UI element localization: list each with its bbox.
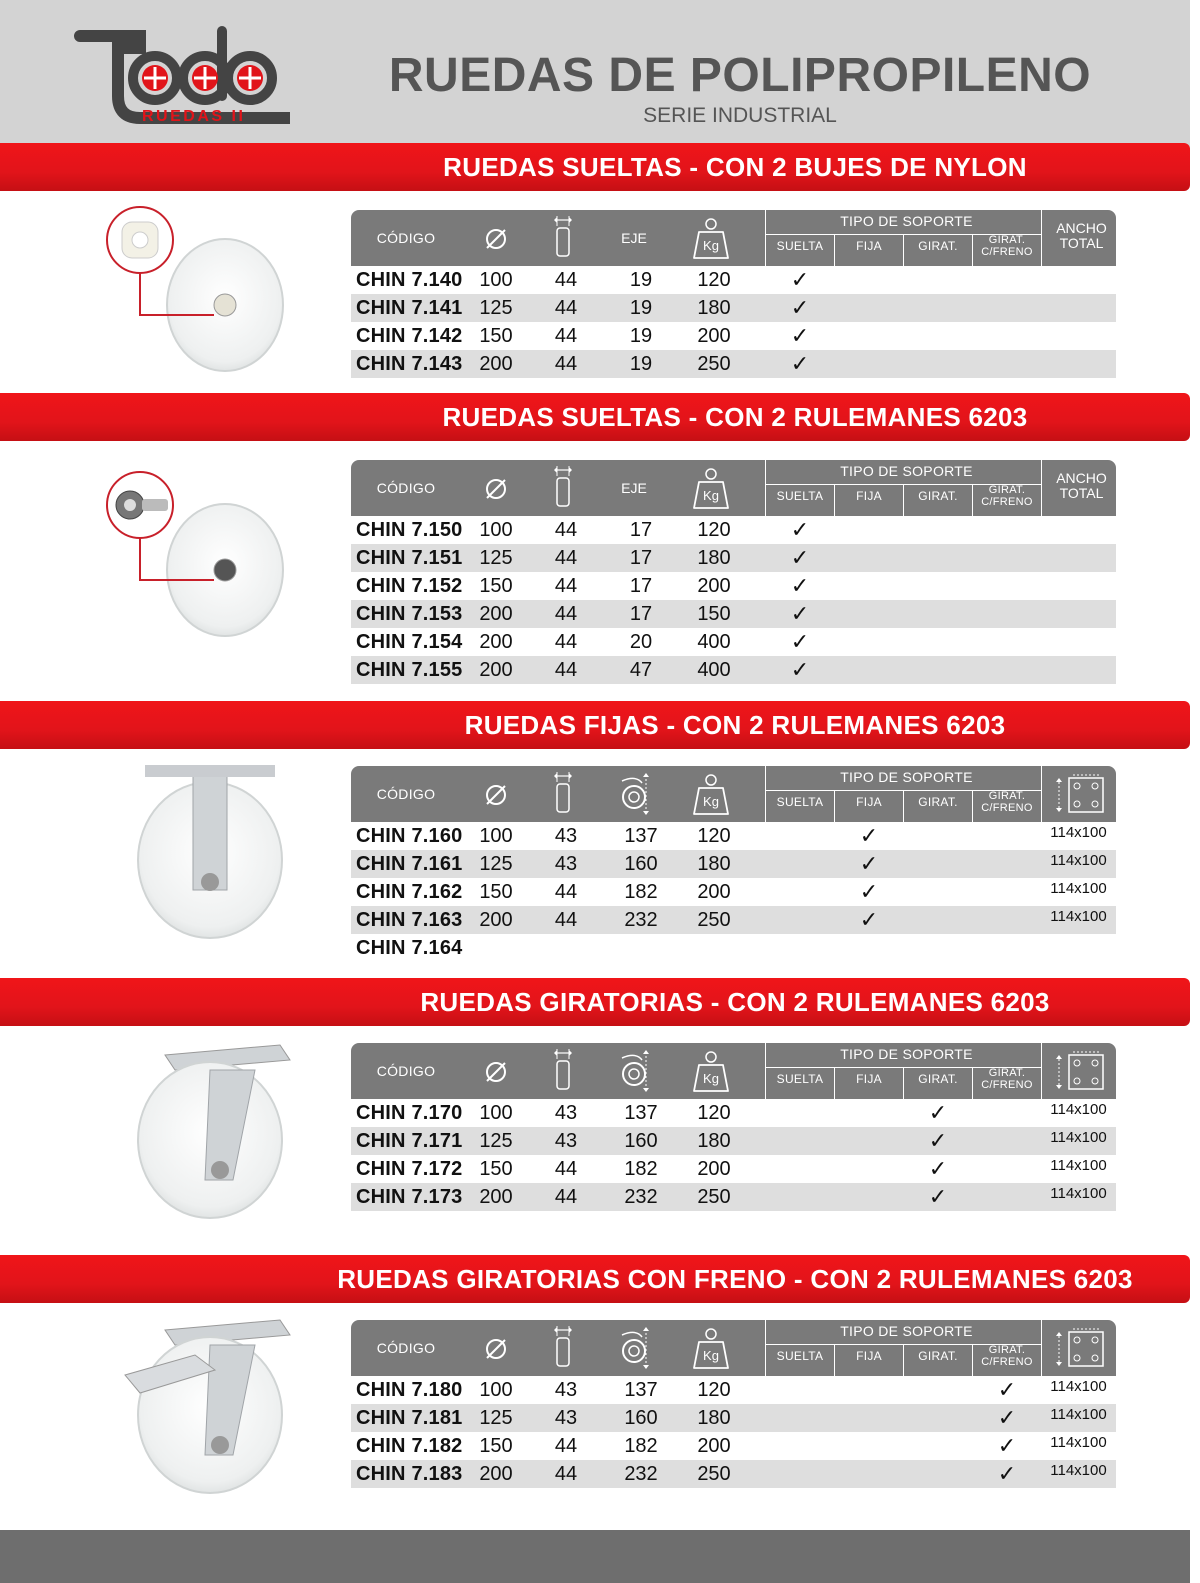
row-width: 44 [554,603,578,625]
row-load: 180 [697,1407,731,1429]
row-code: CHIN 7.162 [356,881,463,903]
loose-wheel-with-nylon-bushing-photo [100,200,300,385]
row-height: 137 [624,1379,658,1401]
row-code: CHIN 7.152 [356,575,463,597]
check-mark: ✓ [928,1100,948,1125]
check-mark: ✓ [928,1156,948,1181]
row-diameter: 150 [479,1435,513,1457]
row-width: 44 [554,547,578,569]
row-load: 250 [697,353,731,375]
spec-table [351,1043,1116,1211]
row-width: 43 [554,853,578,875]
spec-table [351,460,1116,684]
row-plate-size: 114x100 [1050,880,1107,897]
row-diameter: 150 [479,1158,513,1180]
row-load: 120 [697,1102,731,1124]
check-mark: ✓ [928,1184,948,1209]
row-plate-size: 114x100 [1050,1378,1107,1395]
check-mark: ✓ [859,907,879,932]
row-code: CHIN 7.182 [356,1435,463,1457]
column-support-type: TIPO DE SOPORTE [840,1046,973,1062]
check-mark: ✓ [790,295,810,320]
plate-icon [1051,1326,1107,1375]
section-banner [0,143,1190,191]
column-total-width-line1: ANCHO [1056,470,1107,486]
row-diameter: 125 [479,297,513,319]
column-swivel: GIRAT. [918,1072,958,1086]
table-header [351,1043,1116,1099]
table-row [351,544,1116,572]
row-diameter: 100 [479,825,513,847]
row-code: CHIN 7.181 [356,1407,463,1429]
table-row [351,572,1116,600]
check-mark: ✓ [859,879,879,904]
row-load: 400 [697,631,731,653]
row-axle: 17 [629,547,653,569]
footer-band [0,1530,1190,1583]
column-fixed: FIJA [856,489,882,503]
table-row [351,516,1116,544]
fixed-caster-photo [115,760,315,955]
row-load: 200 [697,1158,731,1180]
divider [765,1043,766,1099]
row-width: 44 [554,519,578,541]
column-swivel-brake [973,484,1041,508]
diameter-icon [483,1059,509,1090]
check-mark: ✓ [790,517,810,542]
height-icon [616,771,656,822]
table-row [351,628,1116,656]
row-code: CHIN 7.160 [356,825,463,847]
row-width: 44 [554,353,578,375]
row-plate-size: 114x100 [1050,852,1107,869]
column-loose: SUELTA [776,489,824,503]
column-code: CÓDIGO [376,1340,436,1356]
row-axle: 19 [629,353,653,375]
table-row [351,322,1116,350]
table-row [351,600,1116,628]
row-load: 180 [697,297,731,319]
row-diameter: 150 [479,575,513,597]
table-row [351,294,1116,322]
row-axle: 19 [629,297,653,319]
column-total-width-line2: TOTAL [1059,235,1104,251]
column-code: CÓDIGO [376,1063,436,1079]
table-header [351,460,1116,516]
column-loose: SUELTA [776,1072,824,1086]
row-width: 44 [554,575,578,597]
row-code: CHIN 7.151 [356,547,463,569]
column-swivel-brake-line1: GIRAT. [988,1067,1026,1079]
table-row [351,1099,1116,1127]
row-axle: 17 [629,603,653,625]
column-swivel: GIRAT. [918,795,958,809]
check-mark: ✓ [997,1461,1017,1486]
row-diameter: 200 [479,909,513,931]
row-diameter: 200 [479,659,513,681]
row-load: 180 [697,547,731,569]
column-total-width-line2: TOTAL [1059,485,1104,501]
diameter-icon [483,1336,509,1367]
row-plate-size: 114x100 [1050,824,1107,841]
column-swivel-brake-line2: C/FRENO [981,496,1033,508]
weight-icon [691,466,731,515]
table-row [351,1432,1116,1460]
check-mark: ✓ [928,1128,948,1153]
table-header [351,210,1116,266]
table-row [351,1460,1116,1488]
row-width: 44 [554,881,578,903]
check-mark: ✓ [790,267,810,292]
spec-table [351,210,1116,378]
column-swivel-brake-line1: GIRAT. [988,1344,1026,1356]
row-width: 43 [554,1379,578,1401]
section-title: RUEDAS GIRATORIAS CON FRENO - CON 2 RULEMANES 6203 [337,1264,1133,1294]
weight-icon-label: Kg [703,794,719,809]
column-code: CÓDIGO [376,786,436,802]
row-code: CHIN 7.183 [356,1463,463,1485]
column-swivel-brake-line2: C/FRENO [981,1079,1033,1091]
row-load [684,934,744,962]
column-fixed: FIJA [856,239,882,253]
width-icon [551,1047,575,1096]
row-plate-size: 114x100 [1050,908,1107,925]
column-swivel: GIRAT. [918,1349,958,1363]
row-plate-size: 114x100 [1050,1434,1107,1451]
section-banner [0,1255,1190,1303]
table-row [351,878,1116,906]
spec-table [351,766,1116,962]
table-row [351,350,1116,378]
row-width: 43 [554,825,578,847]
row-width: 44 [554,659,578,681]
column-swivel-brake [973,234,1041,258]
loose-wheel-with-ball-bearing-photo [100,465,300,650]
row-width [536,934,596,962]
row-width: 43 [554,1130,578,1152]
width-icon [551,464,575,513]
row-load: 180 [697,1130,731,1152]
row-diameter: 150 [479,881,513,903]
table-header [351,1320,1116,1376]
column-swivel-brake [973,1067,1041,1091]
check-mark: ✓ [790,545,810,570]
check-mark: ✓ [790,657,810,682]
section-title: RUEDAS GIRATORIAS - CON 2 RULEMANES 6203 [420,987,1050,1017]
column-swivel: GIRAT. [918,489,958,503]
row-diameter: 200 [479,1463,513,1485]
weight-icon [691,1049,731,1098]
weight-icon-label: Kg [703,488,719,503]
column-swivel-brake-line1: GIRAT. [988,790,1026,802]
column-axle: EJE [621,230,647,246]
row-axle: 20 [629,631,653,653]
column-swivel: GIRAT. [918,239,958,253]
check-mark: ✓ [997,1405,1017,1430]
column-swivel-brake-line2: C/FRENO [981,1356,1033,1368]
row-load: 200 [697,575,731,597]
plate-icon [1051,1049,1107,1098]
row-load: 200 [697,325,731,347]
column-support-type: TIPO DE SOPORTE [840,463,973,479]
weight-icon-label: Kg [703,1071,719,1086]
check-mark: ✓ [997,1433,1017,1458]
row-load: 400 [697,659,731,681]
row-code: CHIN 7.142 [356,325,463,347]
row-height: 232 [624,909,658,931]
row-code: CHIN 7.141 [356,297,463,319]
row-load: 120 [697,519,731,541]
weight-icon-label: Kg [703,238,719,253]
column-swivel-brake-line1: GIRAT. [988,234,1026,246]
row-load: 250 [697,1186,731,1208]
check-mark: ✓ [790,629,810,654]
row-diameter: 100 [479,519,513,541]
row-load: 120 [697,1379,731,1401]
row-diameter: 125 [479,1130,513,1152]
column-swivel-brake [973,790,1041,814]
column-fixed: FIJA [856,1349,882,1363]
divider [765,460,766,516]
row-axle: 17 [629,575,653,597]
row-code: CHIN 7.180 [356,1379,463,1401]
row-axle: 19 [629,325,653,347]
row-plate-size: 114x100 [1050,1462,1107,1479]
row-diameter: 125 [479,547,513,569]
column-code: CÓDIGO [376,480,436,496]
row-diameter: 100 [479,269,513,291]
row-width: 43 [554,1102,578,1124]
weight-icon [691,1326,731,1375]
row-diameter: 200 [479,631,513,653]
row-code: CHIN 7.154 [356,631,463,653]
row-diameter: 200 [479,603,513,625]
section-title: RUEDAS SUELTAS - CON 2 BUJES DE NYLON [443,152,1027,182]
column-swivel-brake-line1: GIRAT. [988,484,1026,496]
check-mark: ✓ [790,573,810,598]
row-load: 120 [697,269,731,291]
table-row [351,1183,1116,1211]
row-diameter: 200 [479,353,513,375]
row-diameter: 150 [479,325,513,347]
section-title: RUEDAS FIJAS - CON 2 RULEMANES 6203 [464,710,1006,740]
row-axle: 19 [629,269,653,291]
table-row [351,1404,1116,1432]
weight-icon [691,216,731,265]
column-total-width [1047,471,1116,501]
table-header [351,766,1116,822]
row-code: CHIN 7.172 [356,1158,463,1180]
row-height: 160 [624,1407,658,1429]
column-support-type: TIPO DE SOPORTE [840,769,973,785]
row-code: CHIN 7.171 [356,1130,463,1152]
width-icon [551,1324,575,1373]
table-row [351,906,1116,934]
column-swivel-brake-line2: C/FRENO [981,246,1033,258]
row-width: 44 [554,297,578,319]
column-total-width [1047,221,1116,251]
height-icon [616,1048,656,1099]
row-plate-size: 114x100 [1050,1406,1107,1423]
row-code: CHIN 7.140 [356,269,463,291]
column-support-type: TIPO DE SOPORTE [840,213,973,229]
row-axle: 17 [629,519,653,541]
row-diameter: 100 [479,1102,513,1124]
column-swivel-brake-line2: C/FRENO [981,802,1033,814]
row-diameter: 200 [479,1186,513,1208]
row-width: 44 [554,1435,578,1457]
width-icon [551,214,575,263]
row-code: CHIN 7.153 [356,603,463,625]
row-height: 160 [624,1130,658,1152]
table-row [351,1127,1116,1155]
plate-icon [1051,772,1107,821]
row-code: CHIN 7.163 [356,909,463,931]
height-icon [616,1325,656,1376]
row-width: 43 [554,1407,578,1429]
row-code: CHIN 7.170 [356,1102,463,1124]
row-code: CHIN 7.173 [356,1186,463,1208]
swivel-caster-with-brake-photo [115,1315,315,1510]
row-width: 44 [554,1158,578,1180]
table-row [351,850,1116,878]
row-width: 44 [554,325,578,347]
table-row [351,822,1116,850]
check-mark: ✓ [790,601,810,626]
row-load: 120 [697,825,731,847]
column-fixed: FIJA [856,1072,882,1086]
check-mark: ✓ [997,1377,1017,1402]
diameter-icon [483,476,509,507]
check-mark: ✓ [790,351,810,376]
row-diameter: 125 [479,1407,513,1429]
section-banner [0,701,1190,749]
row-width: 44 [554,1463,578,1485]
row-width: 44 [554,269,578,291]
check-mark: ✓ [859,851,879,876]
column-loose: SUELTA [776,795,824,809]
row-load: 150 [697,603,731,625]
divider [765,766,766,822]
row-diameter: 125 [479,853,513,875]
column-total-width-line1: ANCHO [1056,220,1107,236]
row-plate-size: 114x100 [1050,1129,1107,1146]
divider [765,1320,766,1376]
row-height: 137 [624,825,658,847]
row-width: 44 [554,1186,578,1208]
row-height: 232 [624,1463,658,1485]
diameter-icon [483,226,509,257]
row-height: 182 [624,1435,658,1457]
width-icon [551,770,575,819]
row-height: 137 [624,1102,658,1124]
row-load: 250 [697,1463,731,1485]
page-subtitle: SERIE INDUSTRIAL [643,104,837,127]
table-row [351,1376,1116,1404]
row-code: CHIN 7.155 [356,659,463,681]
column-axle: EJE [621,480,647,496]
row-code: CHIN 7.150 [356,519,463,541]
row-code: CHIN 7.161 [356,853,463,875]
row-height: 182 [624,881,658,903]
divider [765,210,766,266]
check-mark: ✓ [859,823,879,848]
row-plate-size: 114x100 [1050,1157,1107,1174]
page-title: RUEDAS DE POLIPROPILENO [388,49,1092,102]
row-code: CHIN 7.164 [356,937,463,959]
row-load: 250 [697,909,731,931]
spec-table [351,1320,1116,1488]
logo-subtext: RUEDAS II [142,108,246,125]
row-width: 44 [554,909,578,931]
check-mark: ✓ [790,323,810,348]
row-diameter [466,934,526,962]
table-row [351,934,1116,962]
column-code: CÓDIGO [376,230,436,246]
table-row [351,656,1116,684]
row-axle: 47 [629,659,653,681]
row-load: 200 [697,1435,731,1457]
row-height [606,934,676,962]
section-title: RUEDAS SUELTAS - CON 2 RULEMANES 6203 [442,402,1028,432]
swivel-caster-photo [115,1040,315,1235]
column-support-type: TIPO DE SOPORTE [840,1323,973,1339]
diameter-icon [483,782,509,813]
row-width: 44 [554,631,578,653]
table-row [351,1155,1116,1183]
row-height: 160 [624,853,658,875]
section-banner [0,978,1190,1026]
row-plate-size: 114x100 [1050,1185,1107,1202]
column-swivel-brake [973,1344,1041,1368]
row-code: CHIN 7.143 [356,353,463,375]
column-loose: SUELTA [776,239,824,253]
row-load: 200 [697,881,731,903]
row-height: 232 [624,1186,658,1208]
column-loose: SUELTA [776,1349,824,1363]
weight-icon-label: Kg [703,1348,719,1363]
section-banner [0,393,1190,441]
row-diameter: 100 [479,1379,513,1401]
row-load: 180 [697,853,731,875]
column-fixed: FIJA [856,795,882,809]
table-row [351,266,1116,294]
row-height: 182 [624,1158,658,1180]
row-plate-size: 114x100 [1050,1101,1107,1118]
weight-icon [691,772,731,821]
